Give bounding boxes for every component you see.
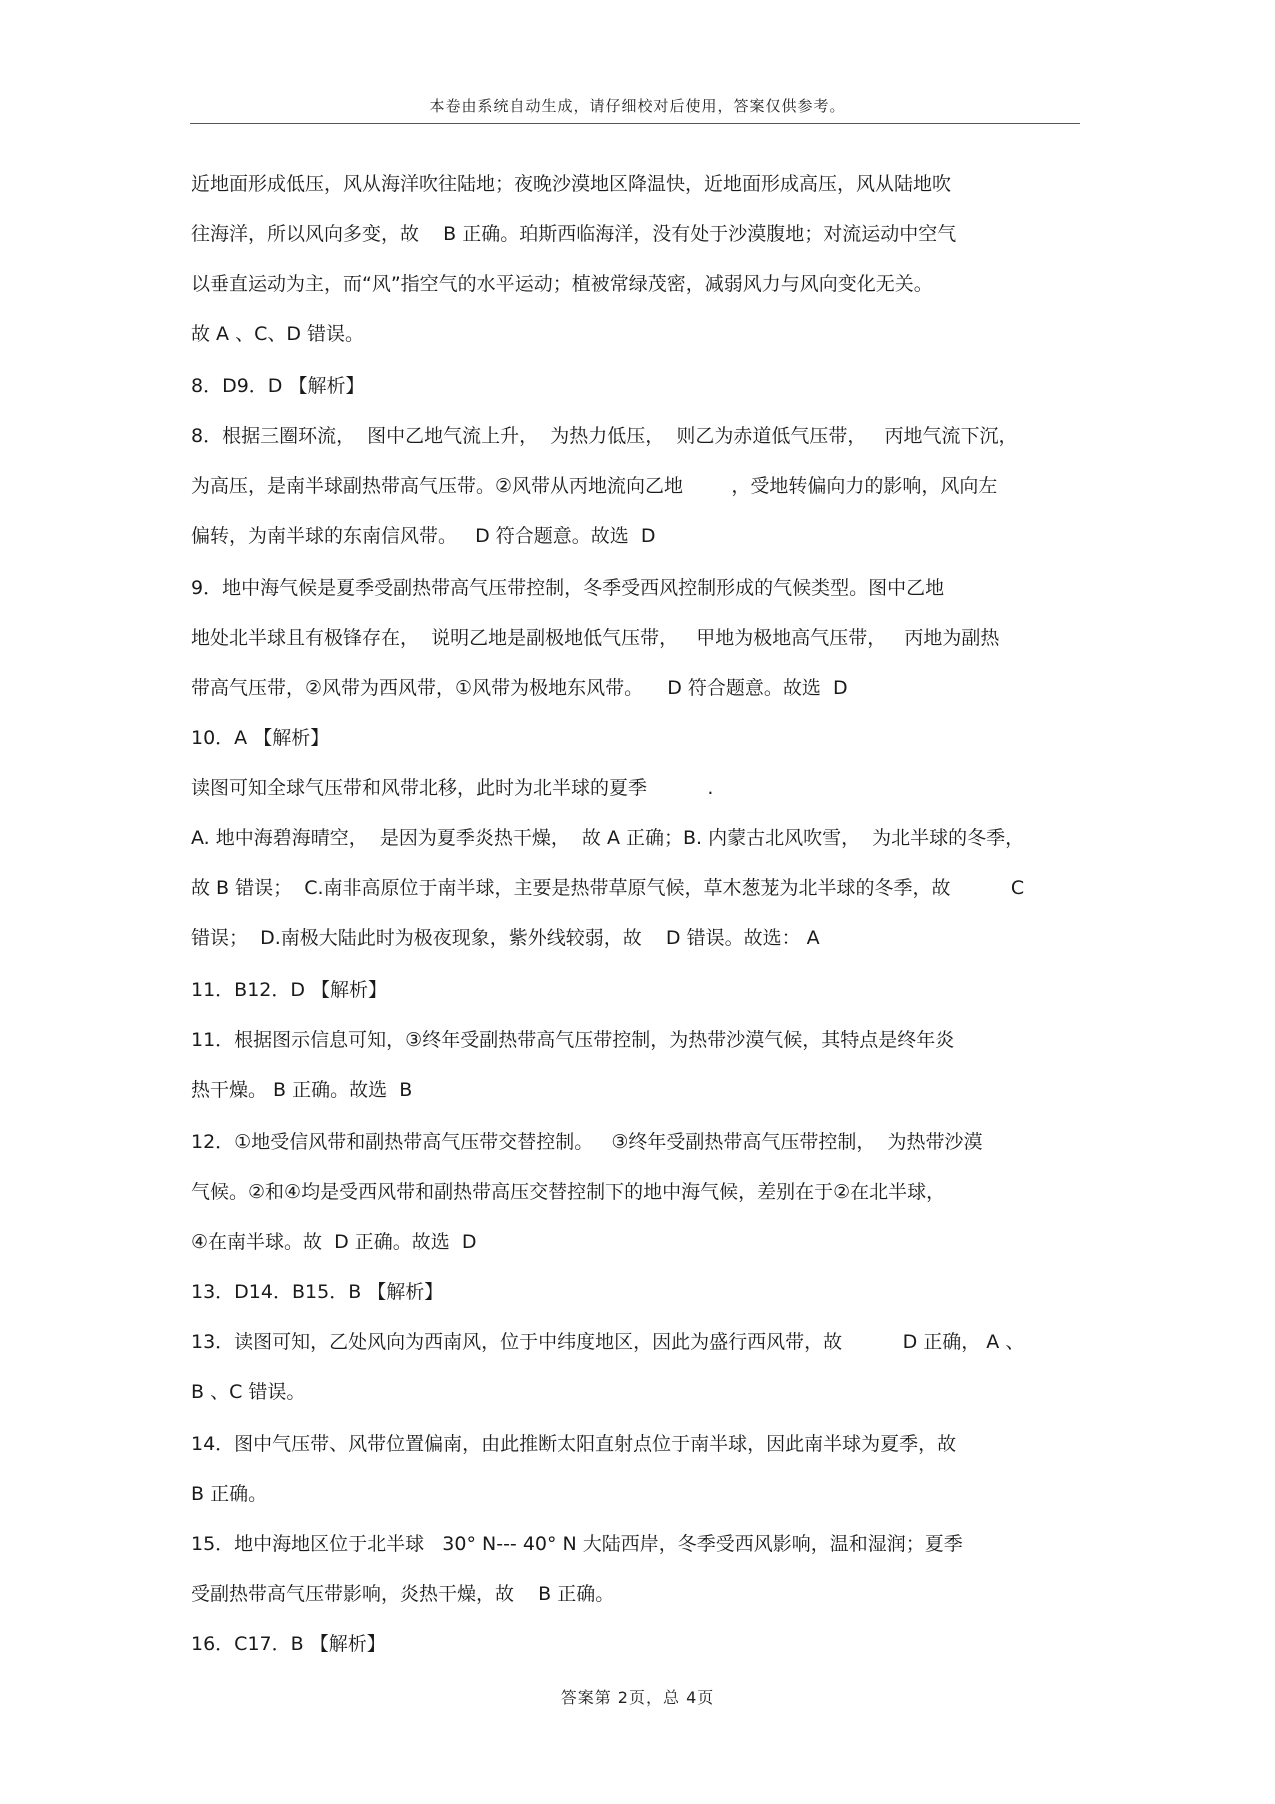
answer-heading: 13．D14．B15．B 【解析】 xyxy=(191,1281,444,1303)
text-line: 13．读图可知，乙处风向为西南风，位于中纬度地区，因此为盛行西风带，故 D 正确， A 、 xyxy=(191,1331,1025,1353)
text-line: 地处北半球且有极锋存在， 说明乙地是副极地低气压带， 甲地为极地高气压带， 丙地为副热 xyxy=(191,627,1000,649)
answer-heading: 8．D9．D 【解析】 xyxy=(191,375,365,397)
answer-heading: 10．A 【解析】 xyxy=(191,727,330,749)
page-footer: 答案第 2页，总 4页 xyxy=(560,1688,715,1707)
text-line: 气候。②和④均是受西风带和副热带高压交替控制下的地中海气候，差别在于②在北半球， xyxy=(191,1181,946,1203)
text-line: ④在南半球。故 D 正确。故选 D xyxy=(191,1231,477,1253)
text-line: 热干燥。 B 正确。故选 B xyxy=(191,1079,413,1101)
text-line: A. 地中海碧海晴空， 是因为夏季炎热干燥， 故 A 正确；B. 内蒙古北风吹雪， 为北半球的冬季， xyxy=(191,827,1025,849)
text-line: 11．根据图示信息可知，③终年受副热带高气压带控制，为热带沙漠气候，其特点是终年炎 xyxy=(191,1029,955,1051)
text-line: 14．图中气压带、风带位置偏南，由此推断太阳直射点位于南半球，因此南半球为夏季，故 xyxy=(191,1433,957,1455)
text-line: 8．根据三圈环流， 图中乙地气流上升， 为热力低压， 则乙为赤道低气压带， 丙地气流下沉， xyxy=(191,425,1018,447)
text-line: B 正确。 xyxy=(191,1483,268,1505)
text-line: 错误； D.南极大陆此时为极夜现象，紫外线较弱，故 D 错误。故选： A xyxy=(191,927,820,949)
text-line: 15．地中海地区位于北半球 30° N--- 40° N 大陆西岸，冬季受西风影响，温和湿润；夏季 xyxy=(191,1533,963,1555)
text-line: B 、C 错误。 xyxy=(191,1381,306,1403)
text-line: 偏转，为南半球的东南信风带。 D 符合题意。故选 D xyxy=(191,525,656,547)
text-line: 往海洋，所以风向多变，故 B 正确。珀斯西临海洋，没有处于沙漠腹地；对流运动中空气 xyxy=(191,223,957,245)
text-line: 受副热带高气压带影响，炎热干燥，故 B 正确。 xyxy=(191,1583,615,1605)
text-line: 为高压，是南半球副热带高气压带。②风带从丙地流向乙地 ，受地转偏向力的影响，风向左 xyxy=(191,475,998,497)
answer-heading: 16．C17．B 【解析】 xyxy=(191,1633,386,1655)
text-line: 读图可知全球气压带和风带北移，此时为北半球的夏季 . xyxy=(191,777,714,799)
text-line: 故 A 、C、D 错误。 xyxy=(191,323,365,345)
page-header: 本卷由系统自动生成，请仔细校对后使用，答案仅供参考。 xyxy=(429,97,846,115)
text-line: 以垂直运动为主，而“风”指空气的水平运动；植被常绿茂密，减弱风力与风向变化无关。 xyxy=(191,273,933,295)
text-line: 故 B 错误； C.南非高原位于南半球，主要是热带草原气候，草木葱茏为北半球的冬季，故 C xyxy=(191,877,1025,899)
text-line: 带高气压带，②风带为西风带，①风带为极地东风带。 D 符合题意。故选 D xyxy=(191,677,848,699)
header-rule xyxy=(190,123,1080,124)
text-line: 近地面形成低压，风从海洋吹往陆地；夜晚沙漠地区降温快，近地面形成高压，风从陆地吹 xyxy=(191,173,952,195)
text-line: 12．①地受信风带和副热带高气压带交替控制。 ③终年受副热带高气压带控制， 为热带沙漠 xyxy=(191,1131,983,1153)
text-line: 9．地中海气候是夏季受副热带高气压带控制，冬季受西风控制形成的气候类型。图中乙地 xyxy=(191,577,945,599)
answer-heading: 11．B12．D 【解析】 xyxy=(191,979,388,1001)
